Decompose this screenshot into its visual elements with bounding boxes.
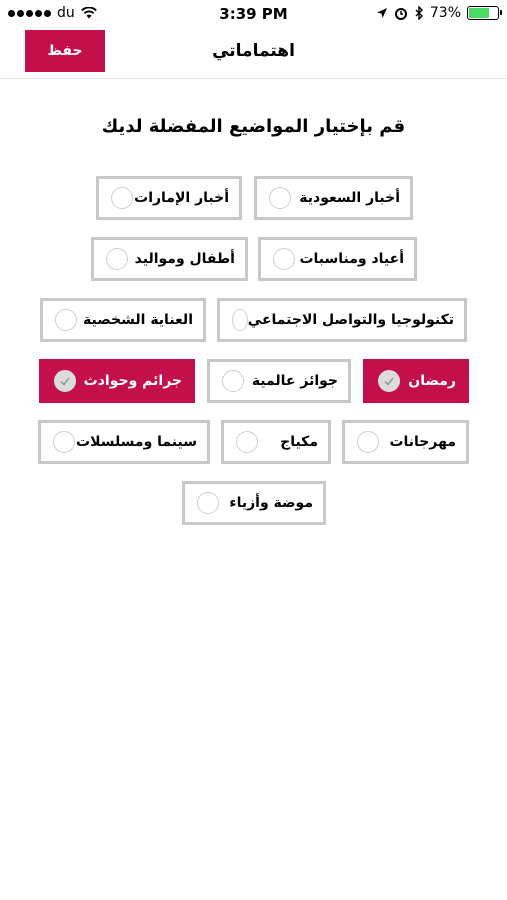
checkbox-circle-icon <box>269 187 291 209</box>
checkmark-icon <box>378 370 400 392</box>
alarm-clock-icon <box>394 6 408 20</box>
topic-label: أعياد ومناسبات <box>299 251 404 267</box>
nav-bar <box>0 28 507 79</box>
page-title: اهتماماتي <box>212 41 295 61</box>
topic-label: سينما ومسلسلات <box>76 434 197 450</box>
topic-label: أطفال ومواليد <box>134 251 235 267</box>
bluetooth-icon <box>414 6 424 20</box>
topic-global-awards[interactable] <box>207 359 351 403</box>
topic-label: مكياج <box>280 434 318 450</box>
topic-label: العناية الشخصية <box>83 312 193 328</box>
topic-festivals[interactable] <box>342 420 469 464</box>
topic-kids-babies[interactable] <box>91 237 248 281</box>
topic-cinema-series[interactable] <box>38 420 210 464</box>
topic-label: جوائز عالمية <box>251 373 338 389</box>
topic-holidays-occasions[interactable] <box>258 237 417 281</box>
carrier-label: du <box>57 5 75 21</box>
checkbox-circle-icon <box>197 492 219 514</box>
topic-label: جرائم وحوادث <box>83 373 182 389</box>
topic-makeup[interactable] <box>221 420 331 464</box>
topic-label: موضة وأزياء <box>229 495 313 511</box>
topic-label: تكنولوجيا والتواصل الاجتماعي <box>247 312 454 328</box>
topic-crimes-accidents[interactable] <box>39 359 195 403</box>
checkbox-circle-icon <box>273 248 295 270</box>
topic-label: رمضان <box>408 373 456 389</box>
topic-saudi-news[interactable] <box>254 176 413 220</box>
topic-uae-news[interactable] <box>96 176 242 220</box>
checkbox-circle-icon <box>55 309 77 331</box>
topic-label: مهرجانات <box>389 434 456 450</box>
location-arrow-icon <box>376 7 388 19</box>
save-button[interactable]: حفظ <box>25 30 105 72</box>
topic-fashion[interactable] <box>182 481 326 525</box>
checkbox-circle-icon <box>232 309 248 331</box>
topic-label: أخبار الإمارات <box>134 190 229 206</box>
topic-personal-care[interactable] <box>40 298 206 342</box>
topic-tech-social[interactable] <box>217 298 467 342</box>
topic-label: أخبار السعودية <box>299 190 400 206</box>
battery-percent: 73% <box>429 5 461 21</box>
checkbox-circle-icon <box>53 431 75 453</box>
checkbox-circle-icon <box>222 370 244 392</box>
status-time: 3:39 PM <box>219 5 288 23</box>
checkbox-circle-icon <box>236 431 258 453</box>
status-bar <box>0 0 507 28</box>
checkmark-icon <box>54 370 76 392</box>
topic-ramadan[interactable] <box>363 359 469 403</box>
checkbox-circle-icon <box>111 187 133 209</box>
battery-icon <box>467 6 499 20</box>
checkbox-circle-icon <box>357 431 379 453</box>
checkbox-circle-icon <box>106 248 128 270</box>
instructions-heading: قم بإختيار المواضيع المفضلة لديك <box>101 116 406 137</box>
status-right <box>376 5 499 21</box>
